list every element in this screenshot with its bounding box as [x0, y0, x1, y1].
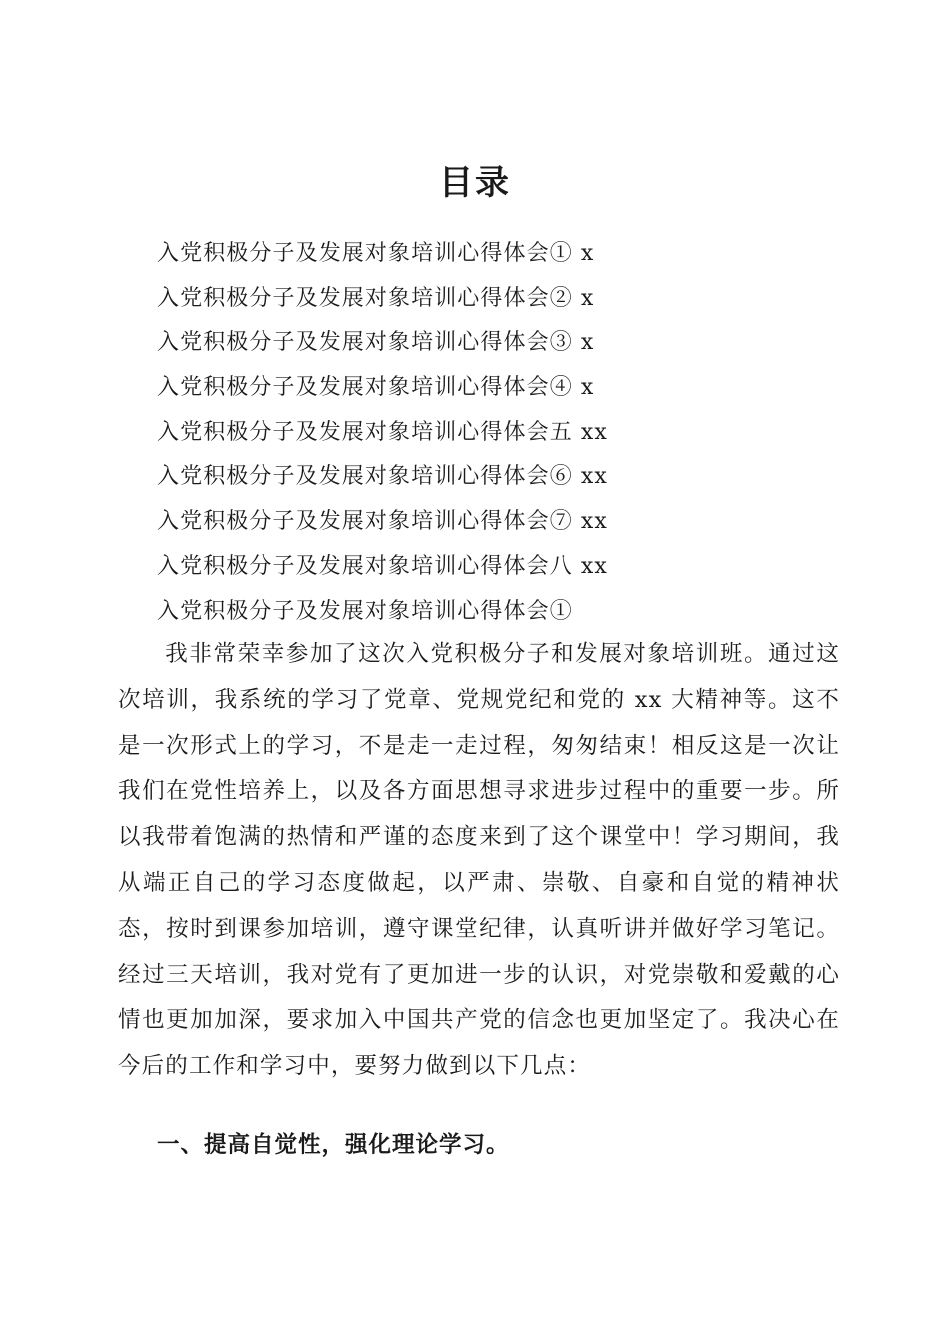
toc-item[interactable]: 入党积极分子及发展对象培训心得体会① [157, 598, 573, 624]
section-heading: 一、提高自觉性，强化理论学习。 [157, 1132, 510, 1158]
table-of-contents [157, 232, 837, 634]
toc-item[interactable]: 入党积极分子及发展对象培训心得体会④ x [157, 375, 595, 401]
document-title: 目录 [439, 162, 511, 203]
toc-item[interactable]: 入党积极分子及发展对象培训心得体会③ x [157, 330, 595, 356]
toc-item[interactable]: 入党积极分子及发展对象培训心得体会八 xx [157, 553, 608, 579]
toc-item[interactable]: 入党积极分子及发展对象培训心得体会② x [157, 285, 595, 311]
body-paragraph: 我非常荣幸参加了这次入党积极分子和发展对象培训班。通过这次培训，我系统的学习了党章、党规党纪和党的 xx 大精神等。这不是一次形式上的学习，不是走一走过程，匆匆结束！相反这是一次让我们在党性培养上，以及各方面思想寻求进步过程中的重要一步。所以我带着饱满的热情和严谨的态度来到了这个课堂中！学习期间，我从端正自己的学习态度做起，以严肃、崇敬、自豪和自觉的精神状态，按时到课参加培训，遵守课堂纪律，认真听讲并做好学习笔记。经过三天培训，我对党有了更加进一步的认识，对党崇敬和爱戴的心情也更加加深，要求加入中国共产党的信念也更加坚定了。我决心在今后的工作和学习中，要努力做到以下几点： [118, 641, 840, 1080]
toc-item[interactable]: 入党积极分子及发展对象培训心得体会五 xx [157, 419, 608, 445]
toc-item[interactable]: 入党积极分子及发展对象培训心得体会⑥ xx [157, 464, 608, 490]
toc-item[interactable]: 入党积极分子及发展对象培训心得体会⑦ xx [157, 509, 608, 535]
toc-item[interactable]: 入党积极分子及发展对象培训心得体会① x [157, 241, 595, 266]
